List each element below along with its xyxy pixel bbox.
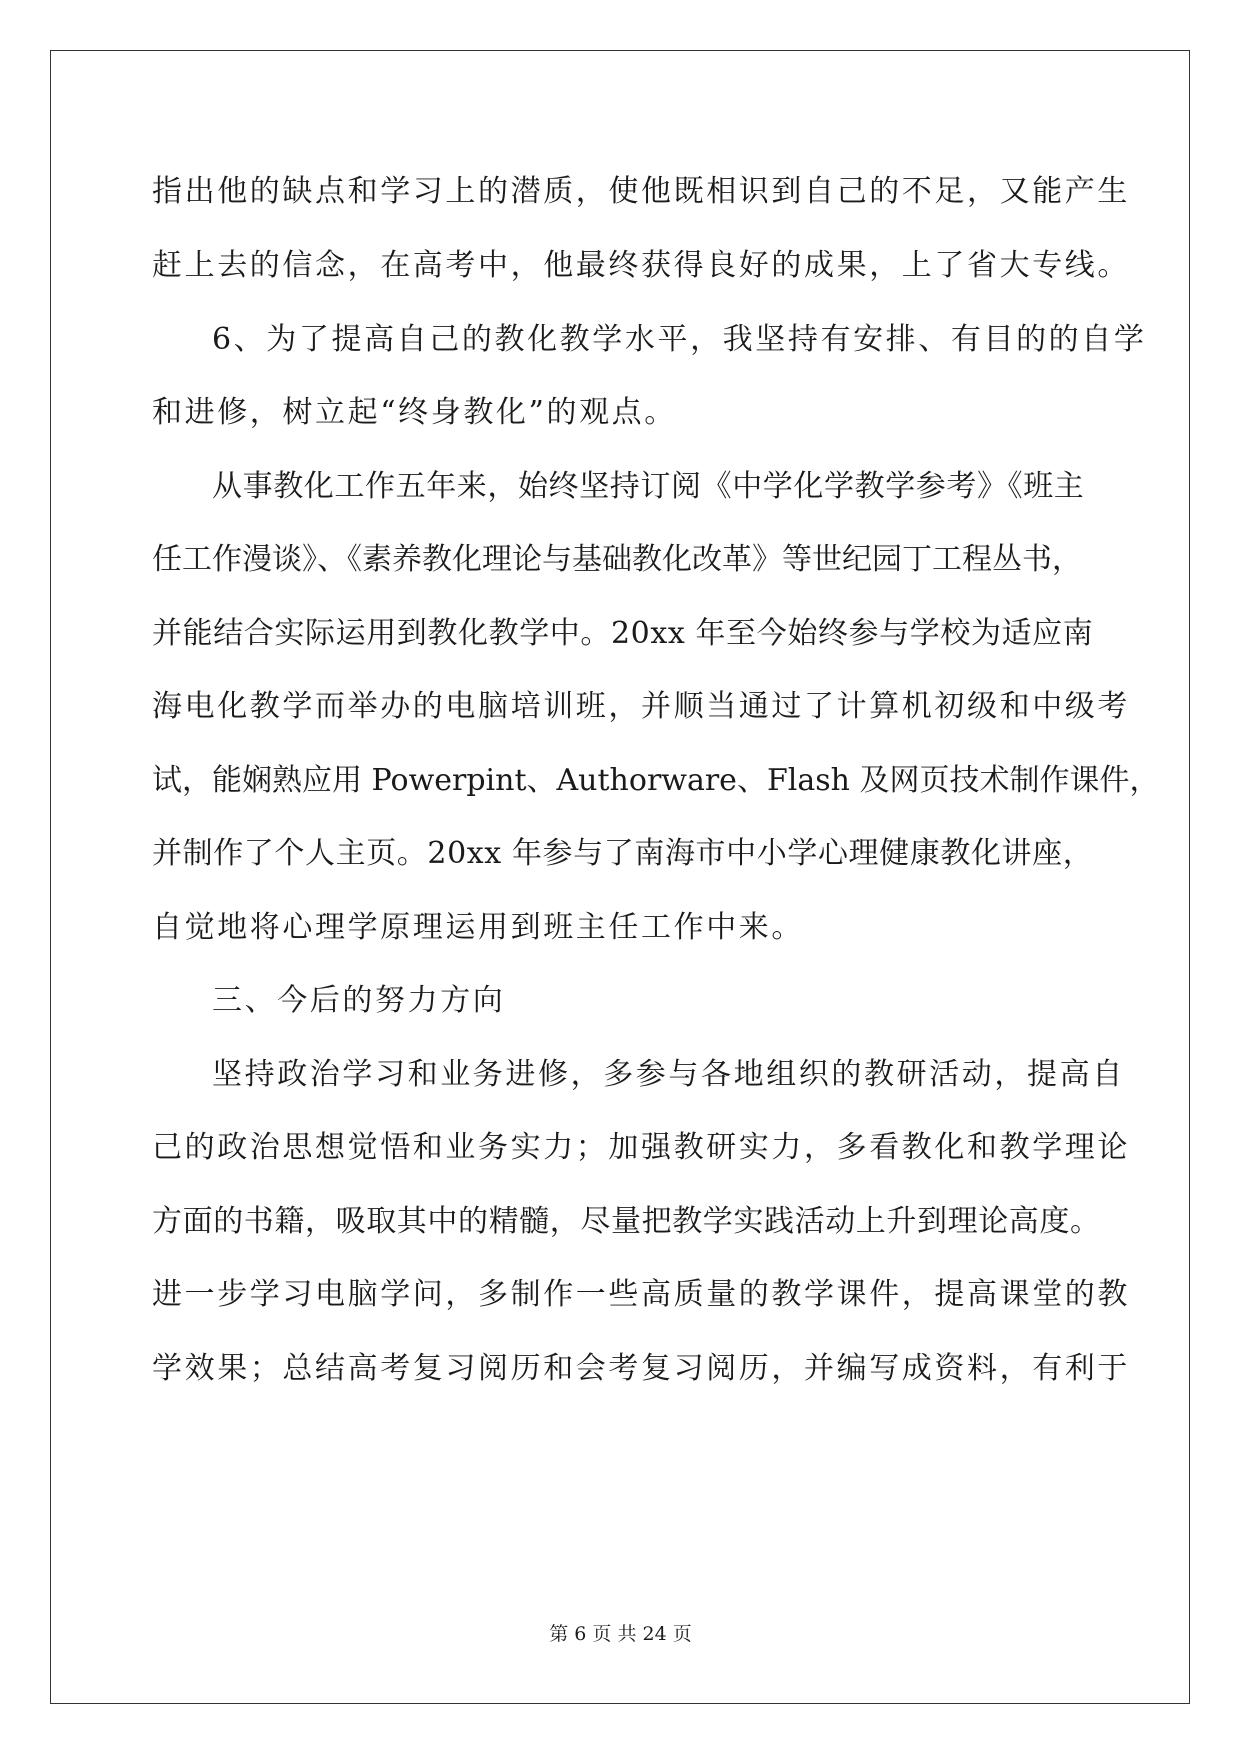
text-line: 己的政治思想觉悟和业务实力；加强教研实力，多看教化和教学理论 [152, 1130, 1130, 1165]
text-line: 海电化教学而举办的电脑培训班，并顺当通过了计算机初级和中级考 [152, 689, 1130, 724]
text-line: 试，能娴熟应用 Powerpint、Authorware、Flash 及网页技术制作课件， [152, 763, 1160, 798]
page-border [50, 50, 1190, 1704]
text-line: 从事教化工作五年来，始终坚持订阅《中学化学教学参考》《班主 [212, 469, 1085, 504]
text-line: 自觉地将心理学原理运用到班主任工作中来。 [152, 910, 804, 945]
page-footer: 第 6 页 共 24 页 [549, 1623, 692, 1645]
text-line: 任工作漫谈》、《素养教化理论与基础教化改革》等世纪园丁工程丛书， [152, 542, 1082, 577]
text-line: 并制作了个人主页。20xx 年参与了南海市中小学心理健康教化讲座， [152, 836, 1094, 871]
text-line: 进一步学习电脑学问，多制作一些高质量的教学课件，提高课堂的教 [152, 1277, 1130, 1312]
text-line: 和进修，树立起“终身教化”的观点。 [152, 395, 677, 430]
text-line: 学效果；总结高考复习阅历和会考复习阅历，并编写成资料，有利于 [152, 1351, 1130, 1386]
text-line: 指出他的缺点和学习上的潜质，使他既相识到自己的不足，又能产生 [152, 174, 1130, 209]
text-line: 坚持政治学习和业务进修，多参与各地组织的教研活动，提高自 [212, 1057, 1125, 1092]
text-line: 赶上去的信念，在高考中，他最终获得良好的成果，上了省大专线。 [152, 248, 1130, 283]
section-heading: 三、今后的努力方向 [212, 983, 506, 1018]
text-line: 6、为了提高自己的教化教学水平，我坚持有安排、有目的的自学 [212, 322, 1147, 357]
text-line: 并能结合实际运用到教化教学中。20xx 年至今始终参与学校为适应南 [152, 616, 1094, 651]
text-line: 方面的书籍，吸取其中的精髓，尽量把教学实践活动上升到理论高度。 [152, 1204, 1101, 1239]
